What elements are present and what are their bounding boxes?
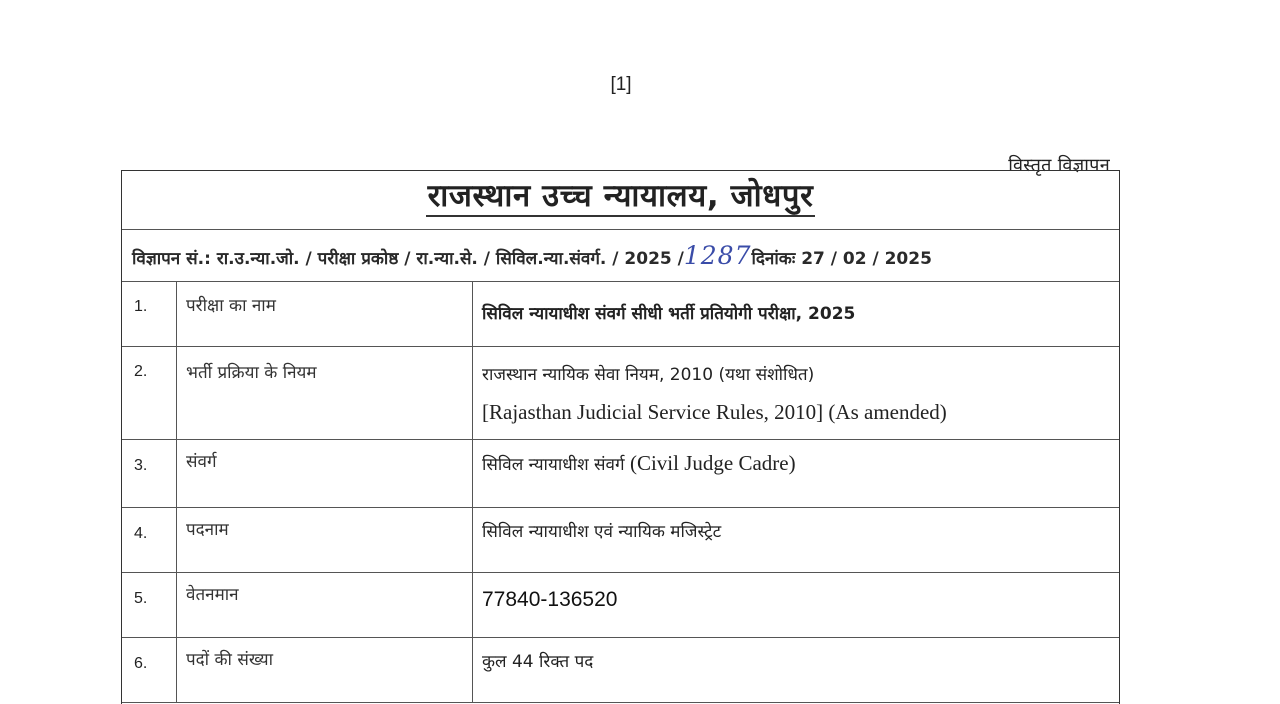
field-value-cell <box>472 637 1119 702</box>
serial-number: 2. <box>134 363 148 380</box>
table-row <box>122 281 1119 347</box>
serial-number: 6. <box>134 655 148 672</box>
serial-cell <box>122 281 177 346</box>
advertisement-type-label: विस्तृत विज्ञापन <box>1008 155 1110 176</box>
field-label-cell <box>176 439 473 507</box>
field-value-english: [Rajasthan Judicial Service Rules, 2010] (As amended) <box>482 400 947 424</box>
table-row <box>122 439 1119 508</box>
field-value-cell <box>472 439 1119 507</box>
field-label-cell <box>176 637 473 702</box>
date-value: 27 / 02 / 2025 <box>801 249 932 269</box>
serial-number: 4. <box>134 525 148 542</box>
field-label: वेतनमान <box>186 585 239 605</box>
reference-line <box>122 229 1119 282</box>
handwritten-reference-number: 1287 <box>683 241 752 270</box>
field-label: संवर्ग <box>186 452 217 472</box>
field-label-cell <box>176 572 473 637</box>
field-value: सिविल न्यायाधीश एवं न्यायिक मजिस्ट्रेट <box>482 522 722 542</box>
serial-number: 3. <box>134 457 148 474</box>
serial-cell <box>122 439 177 507</box>
serial-cell <box>122 637 177 702</box>
field-label: परीक्षा का नाम <box>186 296 276 316</box>
serial-cell <box>122 572 177 637</box>
field-value-cell <box>472 507 1119 572</box>
table-row <box>122 572 1119 638</box>
advertisement-table <box>121 170 1120 704</box>
field-label: पदों की संख्या <box>186 650 274 670</box>
field-value-hindi: राजस्थान न्यायिक सेवा नियम, 2010 (यथा संशोधित) <box>482 365 815 385</box>
field-value-english: (Civil Judge Cadre) <box>629 451 796 475</box>
serial-cell <box>122 507 177 572</box>
pay-scale-value: 77840-136520 <box>482 588 618 611</box>
table-row <box>122 637 1119 703</box>
court-header <box>122 171 1119 230</box>
court-title: राजस्थान उच्च न्यायालय, जोधपुर <box>426 177 816 217</box>
field-label-cell <box>176 507 473 572</box>
field-label: भर्ती प्रक्रिया के नियम <box>186 363 317 383</box>
field-value <box>482 451 796 476</box>
reference-prefix: विज्ञापन सं.: रा.उ.न्या.जो. / परीक्षा प्रकोष्ठ / रा.न्या.से. / सिविल.न्या.संवर्ग. / 2025 / <box>132 249 684 269</box>
table-row <box>122 507 1119 573</box>
table-row <box>122 346 1119 440</box>
reference-text <box>132 241 932 270</box>
page-number: [1] <box>610 74 632 95</box>
field-value-cell <box>472 346 1119 439</box>
field-label-cell <box>176 346 473 439</box>
serial-cell <box>122 346 177 439</box>
field-label-cell <box>176 281 473 346</box>
field-value-cell <box>472 281 1119 346</box>
serial-number: 1. <box>134 298 148 315</box>
field-label: पदनाम <box>186 520 229 540</box>
field-value-cell <box>472 572 1119 637</box>
field-value: सिविल न्यायाधीश संवर्ग सीधी भर्ती प्रतियोगी परीक्षा, 2025 <box>482 304 856 324</box>
field-value: कुल 44 रिक्त पद <box>482 652 594 672</box>
serial-number: 5. <box>134 590 148 607</box>
field-value-hindi: सिविल न्यायाधीश संवर्ग <box>482 455 625 475</box>
date-label: दिनांकः <box>751 249 796 269</box>
